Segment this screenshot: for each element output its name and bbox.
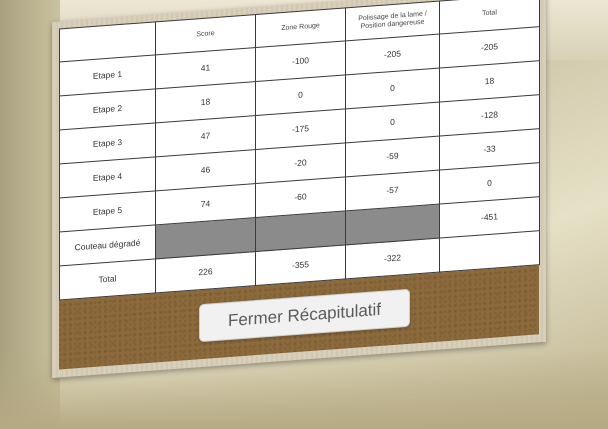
row-label: Couteau dégradé: [60, 225, 156, 266]
cell-polissage: 0: [346, 68, 440, 109]
row-label: Etape 3: [60, 123, 156, 164]
cell-total: -33: [440, 129, 540, 170]
row-label: Etape 5: [60, 191, 156, 232]
cell-score: 41: [156, 48, 256, 89]
cell-total: 18: [440, 61, 540, 102]
cell-zone-rouge: -175: [256, 109, 346, 150]
cell-zone-rouge: 0: [256, 75, 346, 116]
cell-score-total: 226: [156, 252, 256, 293]
cell-polissage-total: -322: [346, 238, 440, 279]
header-score: Score: [156, 15, 256, 55]
cell-total: -451: [440, 197, 540, 238]
close-recap-button[interactable]: Fermer Récapitulatif: [199, 289, 410, 342]
cell-polissage: -57: [346, 170, 440, 211]
cell-polissage: -205: [346, 34, 440, 75]
row-label: Etape 1: [60, 55, 156, 96]
row-label: Total: [60, 259, 156, 300]
cell-zone-rouge: -100: [256, 41, 346, 82]
cell-score: 74: [156, 184, 256, 225]
recap-board: [52, 0, 546, 378]
cell-zone-rouge: -60: [256, 177, 346, 218]
header-polissage: Polissage de la lame / Position dangereuse: [346, 1, 440, 41]
header-total: Total: [440, 0, 540, 34]
cell-total: 0: [440, 163, 540, 204]
cell-total: -128: [440, 95, 540, 136]
cell-zone-rouge: -20: [256, 143, 346, 184]
cell-polissage: 0: [346, 102, 440, 143]
row-label: Etape 4: [60, 157, 156, 198]
header-zone-rouge: Zone Rouge: [256, 8, 346, 48]
cell-score: 46: [156, 150, 256, 191]
row-label: Etape 2: [60, 89, 156, 130]
cell-score: 47: [156, 116, 256, 157]
cell-polissage: -59: [346, 136, 440, 177]
cell-zone-rouge-total: -355: [256, 245, 346, 286]
cell-grand-total: [440, 231, 540, 272]
cell-score: 18: [156, 82, 256, 123]
recap-table: [59, 0, 540, 300]
cell-total: -205: [440, 27, 540, 68]
